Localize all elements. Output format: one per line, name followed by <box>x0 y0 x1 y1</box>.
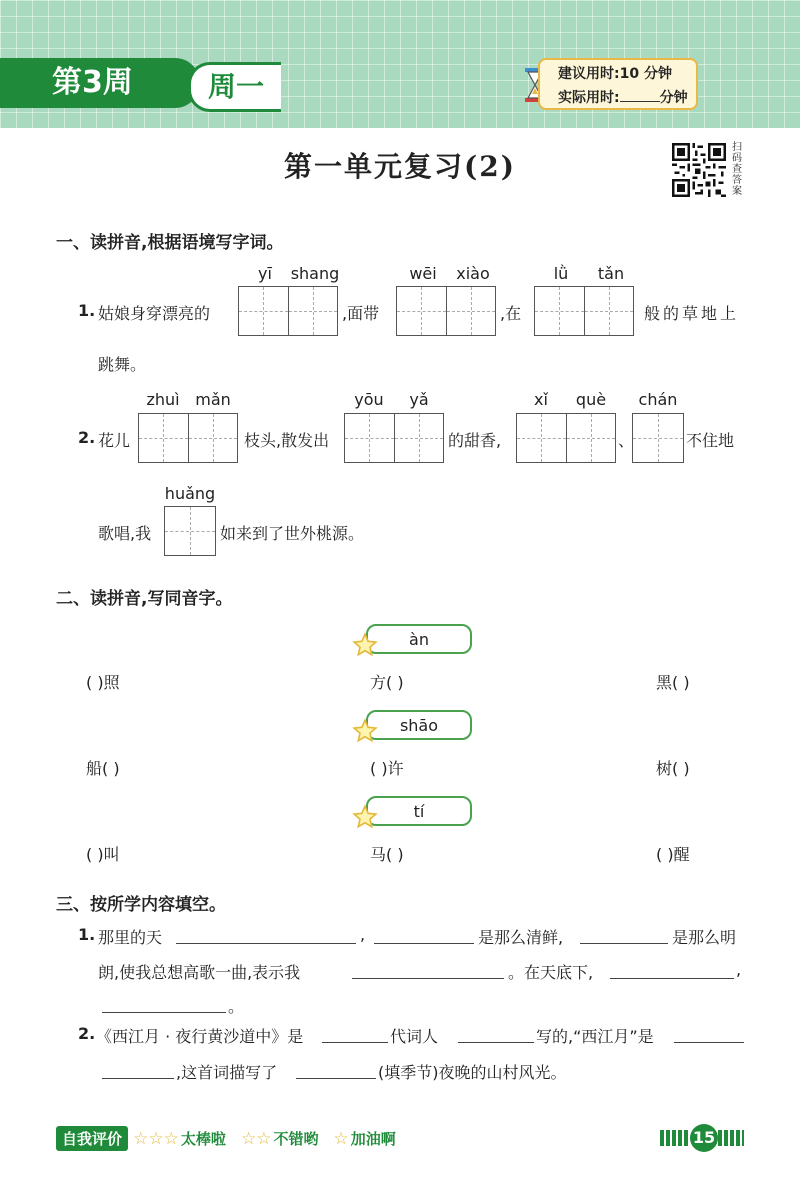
question-text: 不住地 <box>686 431 735 450</box>
question-text: 姑娘身穿漂亮的 <box>98 304 211 323</box>
section2-heading: 二、读拼音,写同音字。 <box>56 589 233 609</box>
page-decoration <box>660 1130 690 1146</box>
question-text: 是那么清鲜, <box>478 928 564 947</box>
star-icon[interactable]: ☆☆ <box>240 1129 272 1149</box>
question-number: 1. <box>78 301 96 320</box>
answer-line[interactable] <box>580 943 668 944</box>
question-text: (填季节)夜晚的山村风光。 <box>378 1063 567 1082</box>
writing-grid[interactable] <box>516 413 616 463</box>
question-number: 1. <box>78 925 96 944</box>
answer-line[interactable] <box>102 1012 226 1013</box>
question-number: 2. <box>78 428 96 447</box>
question-text: ,面带 <box>342 304 380 323</box>
section3-heading: 三、按所学内容填空。 <box>56 895 226 915</box>
question-text: 枝头,散发出 <box>244 431 330 450</box>
pinyin: què <box>575 390 607 409</box>
star-icon[interactable]: ☆☆☆ <box>133 1129 179 1149</box>
question-text: 的甜香, <box>448 431 502 450</box>
pinyin: xiào <box>456 264 490 283</box>
fill-blank[interactable]: 船( ) <box>86 759 120 778</box>
question-text: 歌唱,我 <box>98 524 152 543</box>
question-text: 跳舞。 <box>98 355 147 374</box>
answer-line[interactable] <box>674 1042 744 1043</box>
question-text: 如来到了世外桃源。 <box>220 524 365 543</box>
question-text: ,这首词描写了 <box>176 1063 278 1082</box>
answer-line[interactable] <box>176 943 356 944</box>
question-text: 《西江月 · 夜行黄沙道中》是 <box>96 1027 304 1046</box>
answer-line[interactable] <box>610 978 734 979</box>
section1-heading: 一、读拼音,根据语境写字词。 <box>56 233 284 253</box>
pinyin: mǎn <box>195 390 231 409</box>
question-text: 、 <box>618 431 635 450</box>
pinyin-pill: shāo <box>366 710 472 740</box>
question-text: 朗,使我总想高歌一曲,表示我 <box>98 963 301 982</box>
writing-grid[interactable] <box>164 506 216 556</box>
question-text: , <box>736 960 742 979</box>
fill-blank[interactable]: ( )叫 <box>86 845 120 864</box>
fill-blank[interactable]: 马( ) <box>370 845 404 864</box>
pinyin: wēi <box>409 264 437 283</box>
self-evaluation <box>56 1126 396 1152</box>
question-text: 代词人 <box>390 1027 439 1046</box>
answer-line[interactable] <box>458 1042 534 1043</box>
fill-blank[interactable]: 黑( ) <box>656 673 690 692</box>
writing-grid[interactable] <box>534 286 634 336</box>
rating-good: 不错哟 <box>273 1130 319 1148</box>
pinyin: shang <box>290 264 340 283</box>
question-text: , <box>360 925 366 944</box>
fill-blank[interactable]: ( )许 <box>370 759 404 778</box>
answer-line[interactable] <box>322 1042 388 1043</box>
question-text: 写的,“西江月”是 <box>536 1027 654 1046</box>
question-text: 。在天底下, <box>508 963 594 982</box>
pinyin: lǜ <box>553 264 569 283</box>
writing-grid[interactable] <box>396 286 496 336</box>
week-label: 第3周 <box>0 58 200 108</box>
pinyin: tǎn <box>597 264 625 283</box>
answer-line[interactable] <box>102 1078 174 1079</box>
question-text: 般的草地上 <box>644 304 740 323</box>
day-label: 周一 <box>188 62 281 112</box>
answer-line[interactable] <box>352 978 504 979</box>
star-icon <box>352 632 378 658</box>
question-text: 花儿 <box>98 431 131 450</box>
page-title: 第一单元复习(2) <box>284 150 516 183</box>
fill-blank[interactable]: 树( ) <box>656 759 690 778</box>
page-number: 15 <box>690 1124 718 1152</box>
star-icon <box>352 718 378 744</box>
rating-great: 太棒啦 <box>180 1130 226 1148</box>
writing-grid[interactable] <box>138 413 238 463</box>
time-box <box>538 58 698 110</box>
question-text: 。 <box>228 997 245 1016</box>
pinyin: xǐ <box>534 390 548 409</box>
suggested-time: 建议用时:10 分钟 <box>558 66 672 82</box>
fill-blank[interactable]: ( )醒 <box>656 845 690 864</box>
pinyin: yī <box>258 264 272 283</box>
star-icon[interactable]: ☆ <box>333 1129 349 1149</box>
question-text: 那里的天 <box>98 928 163 947</box>
eval-label: 自我评价 <box>56 1126 128 1151</box>
page-decoration <box>718 1130 744 1146</box>
answer-line[interactable] <box>296 1078 376 1079</box>
answer-line[interactable] <box>374 943 474 944</box>
fill-blank[interactable]: ( )照 <box>86 673 120 692</box>
question-text: ,在 <box>500 304 522 323</box>
actual-time-blank[interactable] <box>620 101 660 102</box>
star-icon <box>352 804 378 830</box>
writing-grid[interactable] <box>238 286 338 336</box>
pinyin: huǎng <box>164 484 216 503</box>
pinyin: zhuì <box>146 390 180 409</box>
rating-try: 加油啊 <box>350 1130 396 1148</box>
pinyin: chán <box>638 390 678 409</box>
fill-blank[interactable]: 方( ) <box>370 673 404 692</box>
pinyin: yǎ <box>409 390 429 409</box>
pinyin-pill: tí <box>366 796 472 826</box>
writing-grid[interactable] <box>632 413 684 463</box>
question-number: 2. <box>78 1024 96 1043</box>
qr-code-icon[interactable] <box>672 143 726 197</box>
qr-label: 扫码查答案 <box>732 142 742 197</box>
pinyin: yōu <box>354 390 384 409</box>
question-text: 是那么明 <box>672 928 737 947</box>
writing-grid[interactable] <box>344 413 444 463</box>
pinyin-pill: àn <box>366 624 472 654</box>
actual-time: 实际用时: 分钟 <box>558 90 688 106</box>
